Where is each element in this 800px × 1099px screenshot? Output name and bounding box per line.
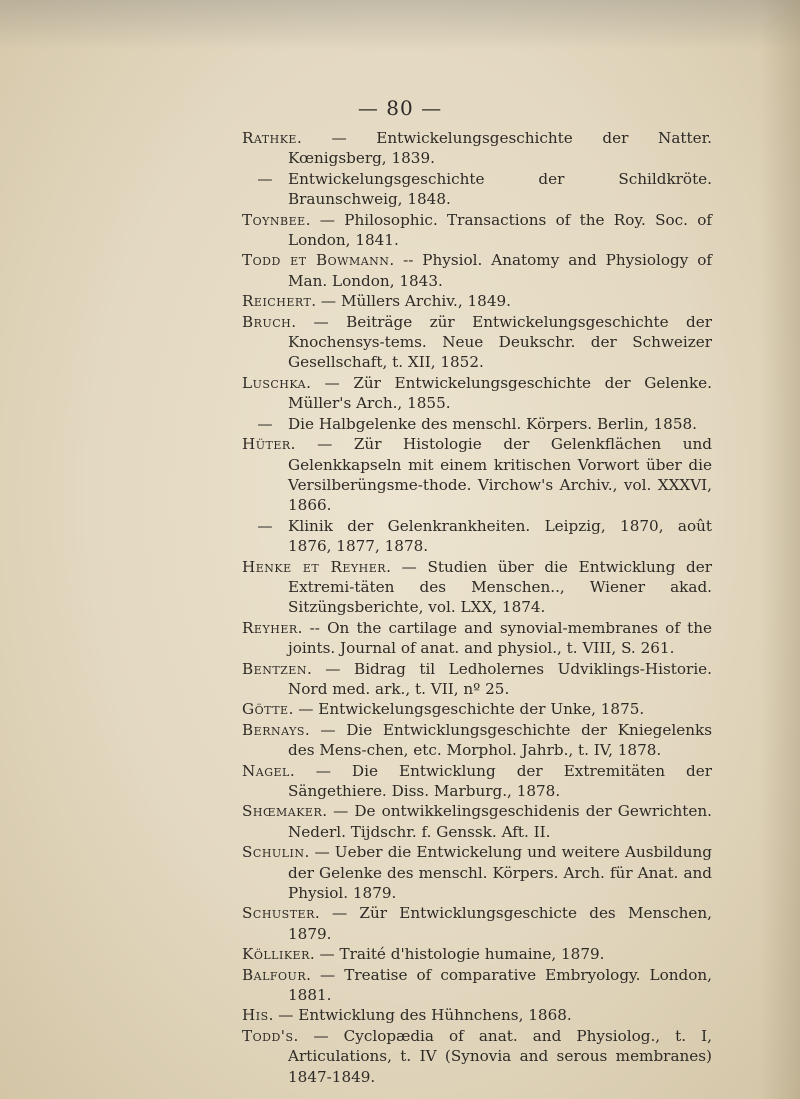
reference-author: Bernays [242, 720, 305, 739]
reference-text: . — Bidrag til Ledholernes Udviklings-Historie. Nord med. ark., t. VII, nº 25. [288, 659, 712, 698]
reference-entry [242, 903, 712, 944]
reference-entry [242, 516, 712, 557]
reference-entry [242, 434, 712, 516]
reference-text: . — Cyclopædia of anat. and Physiolog., t. I, Articulations, t. IV (Synovia and serous membranes) 1847-1849. [288, 1026, 712, 1086]
reference-entry [242, 801, 712, 842]
reference-author: Rathke [242, 129, 297, 147]
reference-text: . — Zür Entwicklungsgeschicte des Menschen, 1879. [288, 904, 712, 943]
page-number: — 80 — [357, 96, 443, 120]
reference-text: . — Entwicklung des Hühnchens, 1868. [268, 1006, 572, 1025]
reference-text: . — Entwickelungsgeschichte der Unke, 1875. [288, 700, 645, 719]
reference-author: Nagel [242, 761, 290, 780]
reference-text: Die Halbgelenke des menschl. Körpers. Berlin, 1858. [288, 414, 697, 433]
reference-entry [242, 699, 712, 719]
reference-entry [242, 312, 712, 373]
reference-entry [242, 720, 712, 761]
reference-text: . -- On the cartilage and synovial-membranes of the joints. Journal of anat. and physiol., t. VIII, S. 261. [288, 618, 712, 658]
reference-text: Klinik der Gelenkrankheiten. Leipzig, 1870, août 1876, 1877, 1878. [288, 516, 712, 556]
reference-author: His [242, 1006, 269, 1025]
reference-author: Reyher [242, 618, 298, 637]
reference-entry [242, 944, 712, 964]
reference-author: Todd et Bowmann [242, 251, 390, 270]
reference-author: Henke et Reyher [242, 557, 387, 576]
reference-text: . — Zür Histologie der Gelenkflächen und Gelenkkapseln mit einem kritischen Vorwort über die Versilberüngsme-thode. Virchow's Archiv., vol. XXXVI, 1866. [288, 435, 712, 515]
reference-author: Reichert [242, 292, 312, 311]
reference-entry [242, 1026, 712, 1087]
reference-entry [242, 250, 712, 291]
reference-text: . — De ontwikkelingsgeschidenis der Gewrichten. Nederl. Tijdschr. f. Genssk. Aft. II. [288, 802, 712, 841]
reference-text: . — Treatise of comparative Embryology. London, 1881. [288, 965, 712, 1005]
reference-text: . — Philosophic. Transactions of the Roy. Soc. of London, 1841. [288, 210, 712, 250]
reference-text: . — Beiträge zür Entwickelungsgeschichte der Knochensys-tems. Neue Deukschr. der Schweizer Gesellschaft, t. XII, 1852. [288, 312, 712, 372]
ditto-dash: — [257, 516, 273, 535]
reference-entry [242, 618, 712, 659]
reference-entry [242, 965, 712, 1006]
reference-author: Kölliker [242, 945, 310, 964]
reference-entry [242, 373, 712, 414]
paper-edge-stain [760, 0, 800, 1099]
reference-text: . — Studien über die Entwicklung der Extremi-täten des Menschen.., Wiener akad. Sitzüngsberichte, vol. LXX, 1874. [288, 557, 712, 617]
ditto-dash: — [257, 169, 273, 188]
reference-text: . — Müllers Archiv., 1849. [311, 292, 511, 311]
reference-text: . — Ueber die Entwickelung und weitere Ausbildung der Gelenke des menschl. Körpers. Arch. für Anat. and Physiol. 1879. [288, 843, 712, 903]
reference-author: Luschka [242, 373, 307, 392]
reference-entry [242, 291, 712, 311]
reference-entry [242, 761, 712, 802]
reference-entry [242, 414, 712, 434]
reference-text: . — Traité d'histologie humaine, 1879. [309, 945, 605, 964]
reference-entry [242, 210, 712, 251]
reference-text: . — Die Entwicklung der Extremitäten der Sängethiere. Diss. Marburg., 1878. [288, 761, 712, 800]
reference-entry [242, 557, 712, 618]
reference-author: Shœmaker [242, 802, 323, 821]
reference-author: Bentzen [242, 659, 307, 678]
reference-author: Bruch [242, 312, 292, 331]
paper-edge-shadow [0, 0, 800, 50]
reference-author: Toynbee [242, 210, 306, 229]
reference-entry [242, 659, 712, 700]
reference-entry [242, 842, 712, 903]
reference-author: Schuster [242, 904, 315, 923]
reference-entry [242, 169, 712, 210]
reference-text: . -- Physiol. Anatomy and Physiology of Man. London, 1843. [288, 251, 712, 290]
reference-entry [242, 1005, 712, 1025]
reference-author: Todd's [242, 1026, 294, 1045]
reference-text: . — Zür Entwickelungsgeschichte der Gelenke. Müller's Arch., 1855. [288, 373, 712, 413]
reference-text: . — Entwickelungsgeschichte der Natter. Kœnigsberg, 1839. [288, 129, 712, 168]
ditto-dash: — [257, 414, 273, 433]
bibliography-list [242, 128, 712, 1087]
reference-text: Entwickelungsgeschichte der Schildkröte. Braunschweig, 1848. [288, 169, 712, 209]
reference-author: Hüter [242, 435, 291, 454]
reference-author: Balfour [242, 965, 307, 984]
reference-author: Götte [242, 700, 289, 719]
reference-text: . — Die Entwicklungsgeschichte der Kniegelenks des Mens-chen, etc. Morphol. Jahrb., t. IV, 1878. [288, 720, 712, 760]
reference-author: Schulin [242, 843, 305, 862]
reference-entry [242, 128, 712, 169]
